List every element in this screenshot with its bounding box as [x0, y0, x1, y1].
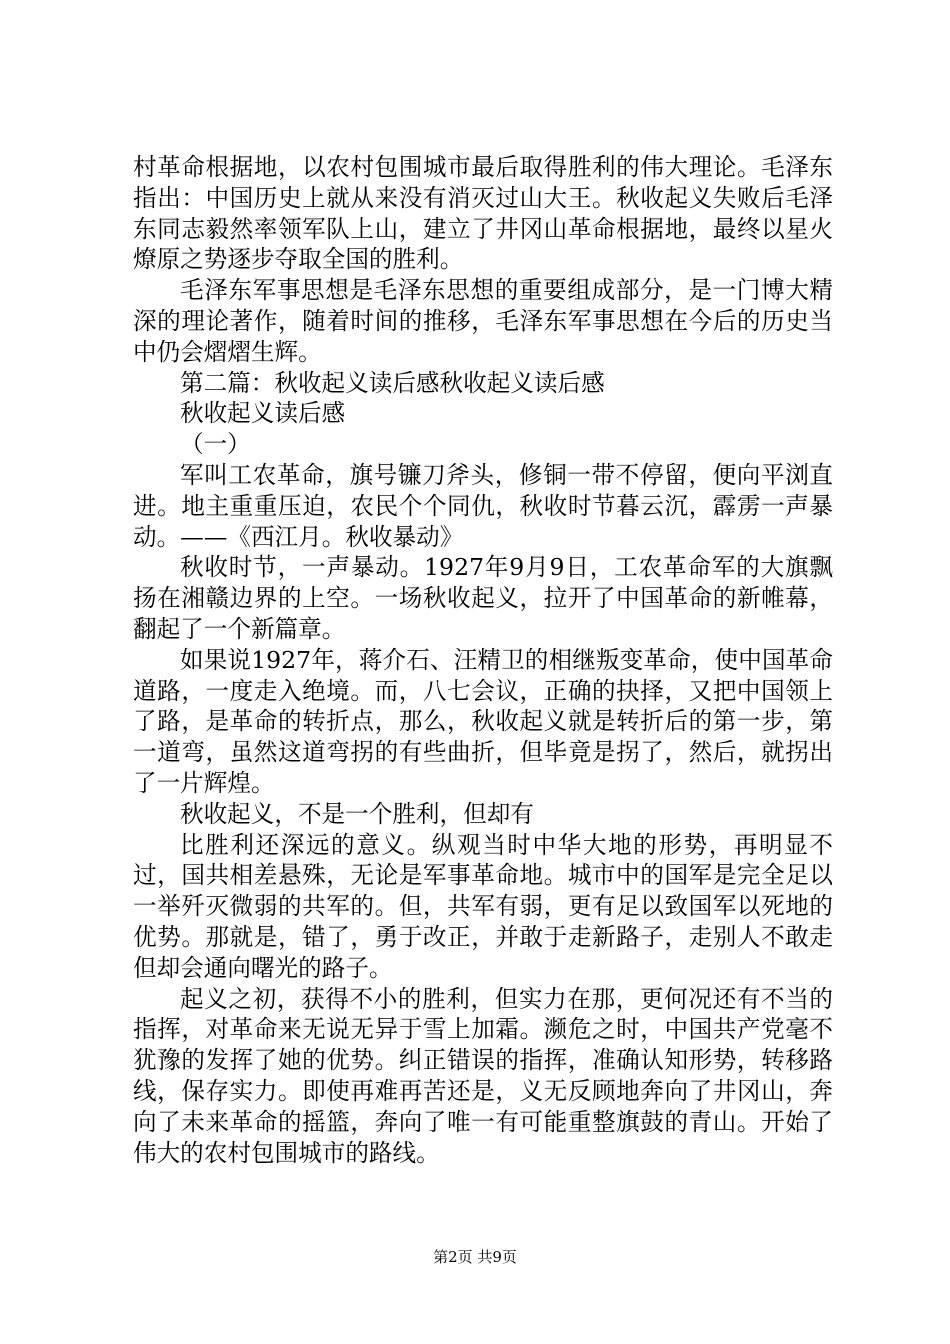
article-title: 秋收起义读后感 — [180, 399, 346, 428]
paragraph-1: 村革命根据地，以农村包围城市最后取得胜利的伟大理论。毛泽东指出：中国历史上就从来没有消灭过山大王。秋收起义失败后毛泽东同志毅然率领军队上山，建立了井冈山革命根据地，最终以星火燎原之势逐步夺取全国的胜利。 — [133, 153, 833, 274]
poem-paragraph: 军叫工农革命，旗号镰刀斧头，修铜一带不停留，便向平浏直进。地主重重压迫，农民个个同仇，秋收时节暮云沉，霹雳一声暴动。——《西江月。秋收暴动》 — [133, 460, 833, 551]
paragraph-11: 起义之初，获得不小的胜利，但实力在那，更何况还有不当的指挥，对革命来无说无异于雪上加霜。濒危之时，中国共产党毫不犹豫的发挥了她的优势。纠正错误的指挥，准确认知形势，转移路线，保存实力。即使再难再苦还是，义无反顾地奔向了井冈山，奔向了未来革命的摇篮，奔向了唯一有可能重整旗鼓的青山。开始了伟大的农村包围城市的路线。 — [133, 984, 833, 1167]
paragraph-8: 如果说1927年，蒋介石、汪精卫的相继叛变革命，使中国革命道路，一度走入绝境。而，八七会议，正确的抉择，又把中国领上了路，是革命的转折点，那么，秋收起义就是转折后的第一步，第一道弯，虽然这道弯拐的有些曲折，但毕竟是拐了，然后，就拐出了一片辉煌。 — [133, 645, 833, 797]
paragraph-10: 比胜利还深远的意义。纵观当时中华大地的形势，再明显不过，国共相差悬殊，无论是军事革命地。城市中的国军是完全足以一举歼灭微弱的共军的。但，共军有弱，更有足以致国军以死地的优势。那就是，错了，勇于改正，并敢于走新路子，走别人不敢走但却会通向曙光的路子。 — [133, 830, 833, 982]
paragraph-9: 秋收起义，不是一个胜利，但却有 — [180, 799, 534, 828]
section-number: （一） — [180, 430, 251, 459]
paragraph-7: 秋收时节，一声暴动。1927年9月9日，工农革命军的大旗飘扬在湘赣边界的上空。一场秋收起义，拉开了中国革命的新帷幕，翻起了一个新篇章。 — [133, 553, 833, 643]
document-body — [133, 152, 833, 1168]
page-footer: 第2页 共9页 — [433, 1248, 517, 1266]
section-heading: 第二篇：秋收起义读后感秋收起义读后感 — [180, 368, 605, 397]
paragraph-2: 毛泽东军事思想是毛泽东思想的重要组成部分，是一门博大精深的理论著作，随着时间的推移，毛泽东军事思想在今后的历史当中仍会熠熠生辉。 — [133, 276, 833, 366]
